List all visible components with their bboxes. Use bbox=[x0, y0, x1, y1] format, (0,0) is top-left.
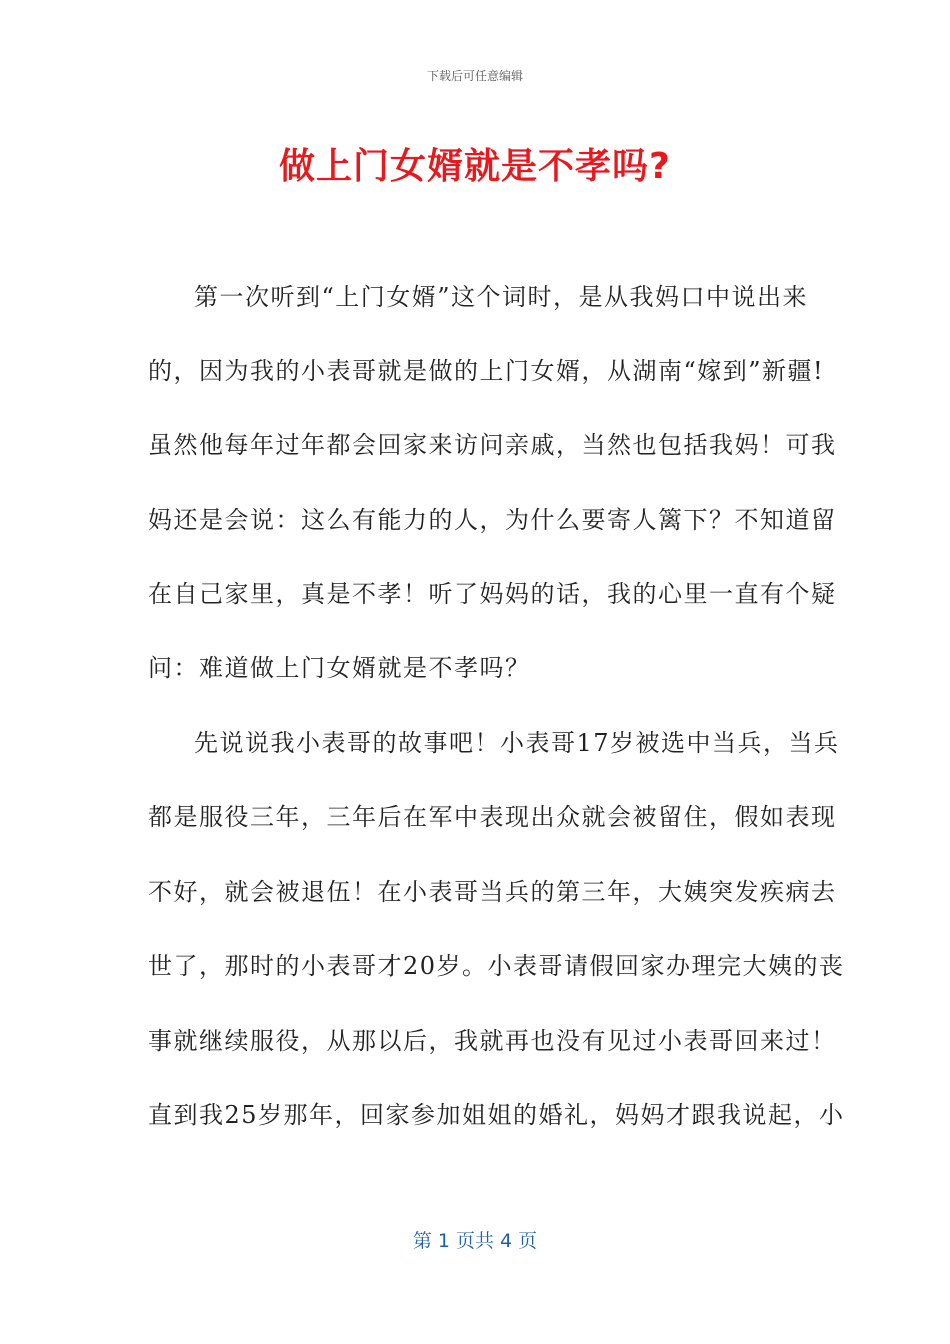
paragraph-line: 不好，就会被退伍！在小表哥当兵的第三年，大姨突发疾病去 bbox=[148, 878, 837, 906]
page-header-note: 下载后可任意编辑 bbox=[426, 69, 523, 83]
paragraph-line: 第一次听到“上门女婿”这个词时，是从我妈口中说出来 bbox=[194, 283, 809, 311]
paragraph-line: 虽然他每年过年都会回家来访问亲戚，当然也包括我妈！可我 bbox=[148, 431, 837, 459]
paragraph-line: 世了，那时的小表哥才20岁。小表哥请假回家办理完大姨的丧 bbox=[148, 952, 845, 980]
paragraph-line: 都是服役三年，三年后在军中表现出众就会被留住，假如表现 bbox=[148, 803, 837, 831]
paragraph-line: 直到我25岁那年，回家参加姐姐的婚礼，妈妈才跟我说起，小 bbox=[148, 1101, 845, 1129]
paragraph-line: 的，因为我的小表哥就是做的上门女婿，从湖南“嫁到”新疆! bbox=[148, 357, 825, 385]
paragraph-line: 问：难道做上门女婿就是不孝吗？ bbox=[148, 654, 531, 682]
paragraph-line: 在自己家里，真是不孝！听了妈妈的话，我的心里一直有个疑 bbox=[148, 580, 837, 608]
document-title: 做上门女婿就是不孝吗? bbox=[279, 146, 671, 187]
paragraph-line: 事就继续服役，从那以后，我就再也没有见过小表哥回来过！ bbox=[148, 1027, 837, 1055]
paragraph-line: 妈还是会说：这么有能力的人，为什么要寄人篱下？不知道留 bbox=[148, 506, 837, 534]
paragraph-line: 先说说我小表哥的故事吧！小表哥17岁被选中当兵，当兵 bbox=[194, 729, 840, 757]
page-number-footer: 第 1 页共 4 页 bbox=[412, 1230, 538, 1252]
